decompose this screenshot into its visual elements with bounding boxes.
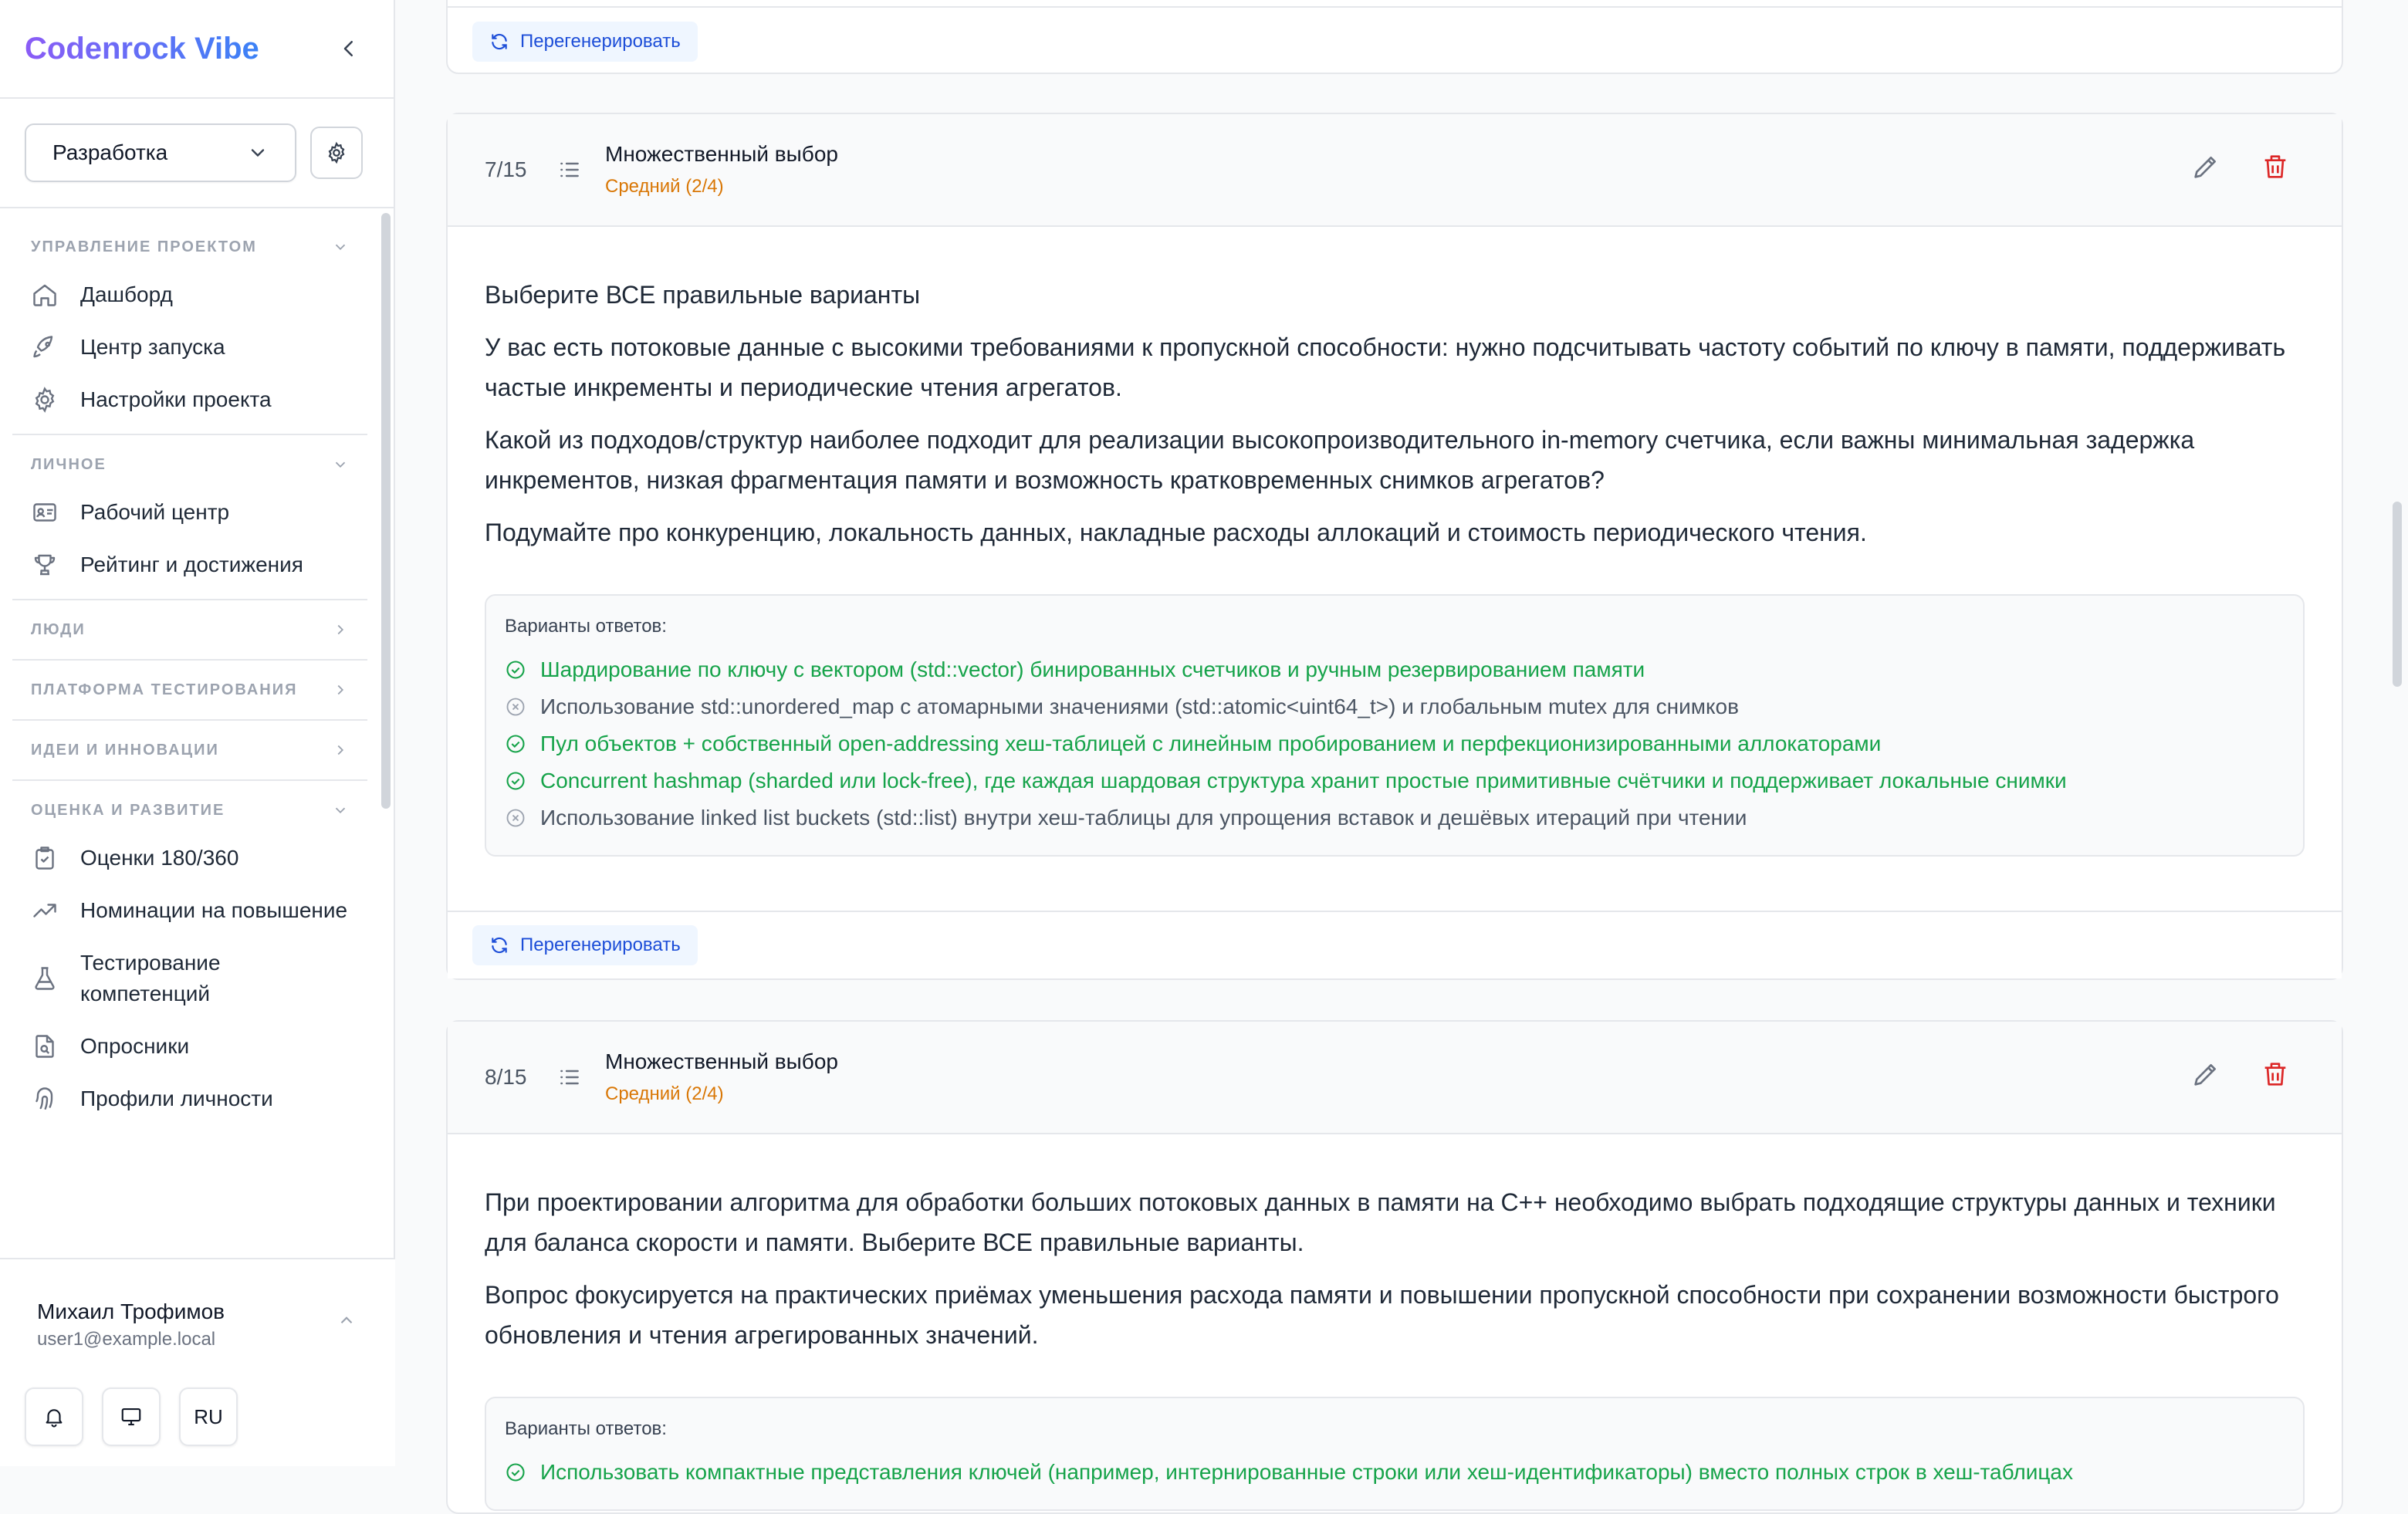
answer-option	[505, 651, 2285, 688]
theme-button[interactable]	[102, 1387, 161, 1446]
question-number: 8/15	[485, 1065, 527, 1089]
sidebar-item-label: Рейтинг и достижения	[80, 553, 303, 576]
main-scrollbar[interactable]	[2393, 502, 2402, 687]
sidebar-item-launch-center[interactable]	[12, 321, 367, 373]
regenerate-label: Перегенерировать	[520, 31, 681, 52]
sidebar-scrollbar[interactable]	[381, 213, 391, 809]
trophy-icon	[31, 551, 59, 579]
pencil-icon	[2190, 1059, 2221, 1090]
question-paragraph: Какой из подходов/структур наиболее подходит для реализации высокопроизводительного in-memory счетчика, если важны минимальная задержка инкрементов, низкая фрагментация памяти и возможность кратковременных снимков агрегатов?	[485, 426, 2195, 494]
x-circle-icon	[505, 696, 526, 718]
id-card-icon	[31, 498, 59, 526]
bell-icon	[42, 1405, 66, 1428]
nav-section-title: ПЛАТФОРМА ТЕСТИРОВАНИЯ	[31, 681, 298, 698]
divider	[12, 659, 367, 661]
chevron-right-icon	[332, 742, 349, 759]
check-circle-icon	[505, 659, 526, 681]
list-icon	[557, 157, 582, 182]
user-email: user1@example.local	[37, 1329, 216, 1350]
question-type: Множественный выбор	[605, 142, 838, 166]
trash-icon	[2260, 151, 2291, 182]
question-paragraph: Вопрос фокусируется на практических приёмах уменьшения расхода памяти и повышении пропускной способности при сохранении возможности быстрого обновления и чтения агрегированных значений.	[485, 1281, 2279, 1349]
x-circle-icon	[505, 807, 526, 829]
sidebar-item-label: Рабочий центр	[80, 500, 230, 524]
question-text	[485, 275, 2305, 553]
nav-section-title: ОЦЕНКА И РАЗВИТИЕ	[31, 801, 225, 819]
check-circle-icon	[505, 770, 526, 792]
brand-row	[0, 0, 394, 99]
nav-section-testing-platform[interactable]	[12, 668, 367, 711]
question-body	[448, 227, 2342, 857]
question-header	[448, 114, 2342, 227]
fingerprint-icon	[31, 1085, 59, 1113]
divider	[12, 434, 367, 435]
nav-section-title: ЛИЧНОЕ	[31, 455, 107, 473]
sidebar-item-label: Номинации на повышение	[80, 898, 348, 922]
chevron-down-icon	[332, 238, 349, 255]
question-type: Множественный выбор	[605, 1049, 838, 1073]
chevron-right-icon	[332, 621, 349, 638]
nav-section-project-management[interactable]	[12, 225, 367, 269]
project-select-value: Разработка	[52, 140, 168, 164]
nav-section-people[interactable]	[12, 608, 367, 651]
notifications-button[interactable]	[25, 1387, 83, 1446]
gear-icon	[325, 141, 348, 164]
divider	[448, 6, 2342, 8]
sidebar-item-dashboard[interactable]	[12, 269, 367, 321]
question-paragraph: У вас есть потоковые данные с высокими требованиями к пропускной способности: нужно подсчитывать частоту событий по ключу в памяти, поддерживать частые инкременты и периодические чтения агрегатов.	[485, 333, 2286, 401]
trending-up-icon	[31, 897, 59, 924]
refresh-icon	[489, 32, 509, 52]
collapse-sidebar-button[interactable]	[335, 35, 363, 63]
edit-button[interactable]	[2190, 151, 2221, 186]
chevron-down-icon	[332, 802, 349, 819]
check-circle-icon	[505, 1462, 526, 1483]
flask-icon	[31, 965, 59, 992]
question-card	[446, 113, 2343, 980]
user-actions	[25, 1387, 238, 1446]
chevron-down-icon	[332, 456, 349, 473]
divider	[12, 779, 367, 781]
chevron-left-icon	[337, 37, 360, 60]
refresh-icon	[489, 935, 509, 955]
user-menu-toggle[interactable]	[337, 1310, 357, 1334]
question-text	[485, 1182, 2305, 1355]
answer-option	[505, 762, 2285, 799]
sidebar-item-promotion-nominations[interactable]	[12, 884, 367, 937]
answer-option	[505, 1454, 2285, 1491]
nav-section-title: ЛЮДИ	[31, 620, 86, 638]
question-body	[448, 1134, 2342, 1511]
sidebar-item-label: Оценки 180/360	[80, 846, 239, 870]
answer-text: Использование linked list buckets (std::list) внутри хеш-таблицы для упрощения вставок и дешёвых итераций при чтении	[540, 806, 1747, 830]
answers-title: Варианты ответов:	[505, 616, 667, 637]
question-paragraph: При проектировании алгоритма для обработки больших потоковых данных в памяти на C++ необходимо выбрать подходящие структуры данных и техники для баланса скорости и памяти. Выберите ВСЕ правильные варианты.	[485, 1188, 2276, 1256]
question-actions	[2190, 151, 2291, 186]
chevron-right-icon	[332, 681, 349, 698]
sidebar-item-label: Центр запуска	[80, 335, 225, 359]
regenerate-label: Перегенерировать	[520, 934, 681, 955]
answer-text: Использовать компактные представления ключей (например, интернированные строки или хеш-идентификаторы) вместо полных строк в хеш-таблицах	[540, 1460, 2073, 1484]
pencil-icon	[2190, 151, 2221, 182]
regenerate-button[interactable]	[472, 925, 698, 965]
main-content	[395, 0, 2408, 1484]
nav-section-ideas[interactable]	[12, 728, 367, 772]
answer-text: Шардирование по ключу с вектором (std::vector) бинированных счетчиков и ручным резервированием памяти	[540, 657, 1645, 681]
sidebar-item-workspace[interactable]	[12, 486, 367, 539]
sidebar-item-rating[interactable]	[12, 539, 367, 591]
divider	[12, 719, 367, 721]
chevron-down-icon	[247, 142, 269, 164]
question-header	[448, 1022, 2342, 1134]
answers-panel	[485, 1397, 2305, 1511]
question-footer	[448, 911, 2342, 978]
language-button[interactable]: RU	[179, 1387, 238, 1446]
sidebar-nav	[0, 210, 380, 1259]
divider	[12, 599, 367, 600]
answer-text: Пул объектов + собственный open-addressing хеш-таблицей с линейным пробированием и перфекционизированными аллокаторами	[540, 732, 1882, 755]
nav-section-title: УПРАВЛЕНИЕ ПРОЕКТОМ	[31, 238, 257, 255]
brand-logo[interactable]: Codenrock Vibe	[25, 31, 259, 66]
nav-section-assessment[interactable]	[12, 789, 367, 832]
sidebar-item-label: Опросники	[80, 1034, 190, 1058]
difficulty-badge: Средний (2/4)	[605, 176, 724, 197]
monitor-icon	[120, 1405, 143, 1428]
answer-option	[505, 725, 2285, 762]
user-block	[0, 1258, 395, 1466]
list-icon	[557, 1065, 582, 1090]
trash-icon	[2260, 1059, 2291, 1090]
difficulty-badge: Средний (2/4)	[605, 1083, 724, 1104]
sidebar-item-label: Тестирование компетенций	[80, 951, 221, 1005]
rocket-icon	[31, 333, 59, 361]
sidebar-item-competency-testing[interactable]	[12, 937, 367, 1020]
gear-icon	[31, 386, 59, 414]
regenerate-button[interactable]	[472, 22, 698, 62]
question-card-previous	[446, 0, 2343, 74]
sidebar-item-label: Дашборд	[80, 282, 173, 306]
answers-title: Варианты ответов:	[505, 1418, 667, 1439]
project-select[interactable]	[25, 123, 296, 182]
clipboard-check-icon	[31, 844, 59, 872]
home-icon	[31, 281, 59, 309]
question-meta	[605, 142, 838, 198]
answer-option	[505, 799, 2285, 836]
delete-button[interactable]	[2260, 151, 2291, 186]
answers-panel	[485, 594, 2305, 857]
project-row	[0, 99, 394, 208]
nav-section-title: ИДЕИ И ИННОВАЦИИ	[31, 741, 219, 759]
sidebar-item-label: Профили личности	[80, 1086, 273, 1110]
question-paragraph: Выберите ВСЕ правильные варианты	[485, 281, 921, 309]
delete-button[interactable]	[2260, 1059, 2291, 1093]
check-circle-icon	[505, 733, 526, 755]
answer-option	[505, 688, 2285, 725]
sidebar-item-project-settings[interactable]	[12, 373, 367, 426]
edit-button[interactable]	[2190, 1059, 2221, 1093]
sidebar	[0, 0, 395, 1466]
answer-text: Concurrent hashmap (sharded или lock-free), где каждая шардовая структура хранит простые примитивные счётчики и поддерживает локальные снимки	[540, 769, 2067, 792]
question-actions	[2190, 1059, 2291, 1093]
sidebar-item-personality-profiles[interactable]	[12, 1073, 367, 1125]
nav-section-personal[interactable]	[12, 443, 367, 486]
question-number: 7/15	[485, 157, 527, 181]
sidebar-item-label: Настройки проекта	[80, 387, 272, 411]
answer-text: Использование std::unordered_map с атомарными значениями (std::atomic<uint64_t>) и глобальным mutex для снимков	[540, 694, 1739, 718]
chevron-up-icon	[337, 1310, 357, 1330]
sidebar-item-surveys[interactable]	[12, 1020, 367, 1073]
document-search-icon	[31, 1032, 59, 1060]
user-name[interactable]: Михаил Трофимов	[37, 1299, 225, 1323]
question-meta	[605, 1049, 838, 1105]
project-settings-button[interactable]	[310, 127, 363, 179]
question-paragraph: Подумайте про конкуренцию, локальность данных, накладные расходы аллокаций и стоимость периодического чтения.	[485, 519, 1867, 546]
sidebar-item-assessments-180-360[interactable]	[12, 832, 367, 884]
question-card	[446, 1020, 2343, 1514]
